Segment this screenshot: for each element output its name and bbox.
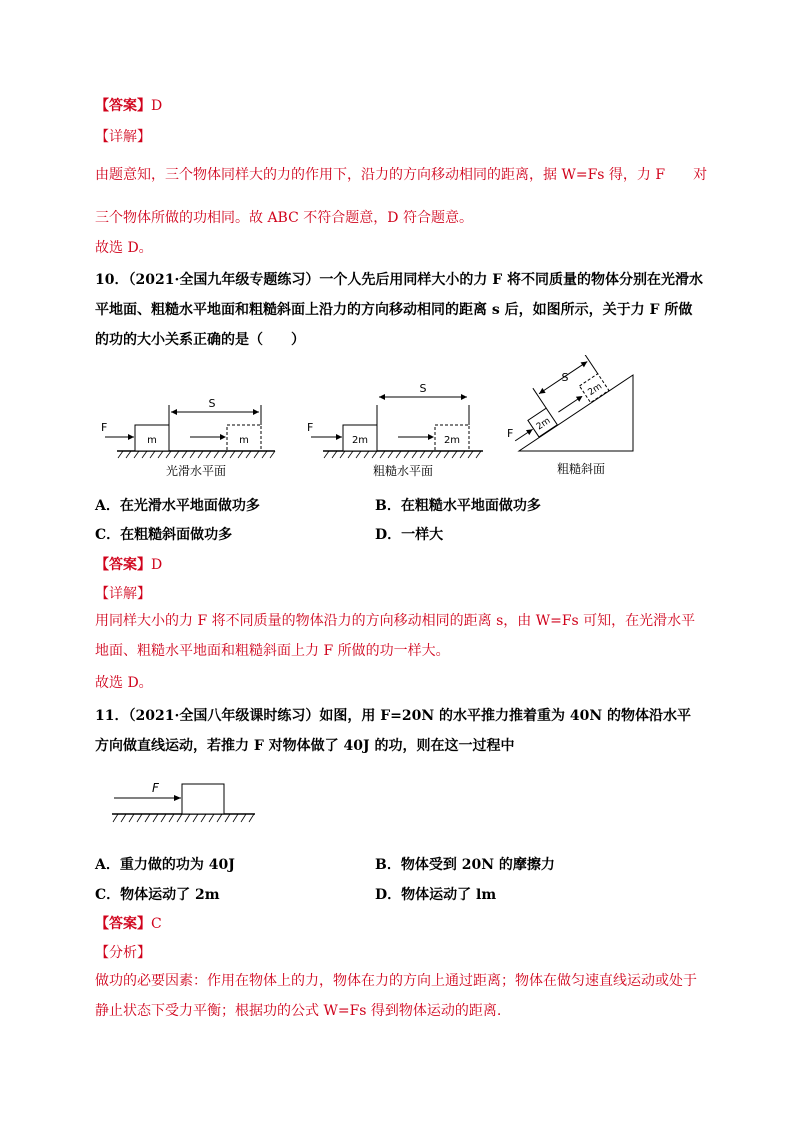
caption-slope: 粗糙斜面 <box>556 462 606 476</box>
block-2m-label: 2m <box>534 416 553 433</box>
q9-detail-tag: 【详解】 <box>95 129 151 145</box>
q10-option-d: D．一样大 <box>375 527 444 543</box>
force-label: F <box>152 781 159 795</box>
q11-analysis: 做功的必要因素：作用在物体上的力，物体在力的方向上通过距离；物体在做匀速直线运动或处于静止状态下受力平衡；根据功的公式 W=Fs 得到物体运动的距离. <box>95 973 697 1019</box>
distance-label: S <box>561 371 569 384</box>
q10-stem: 10．（2021·全国九年级专题练习）一个人先后用同样大小的力 F 将不同质量的物体分别在光滑水平地面、粗糙水平地面和粗糙斜面上沿力的方向移动相同的距离 s 后，如图所示，关于力 F 所做的功的大小关系正确的是（ ） <box>95 272 704 348</box>
caption-smooth: 光滑水平面 <box>165 464 227 478</box>
distance-label: S <box>419 382 427 395</box>
q9-answer-line <box>95 96 162 116</box>
force-label: F <box>307 421 314 434</box>
q11-option-b: B．物体受到 20N 的摩擦力 <box>375 857 555 873</box>
answer-tag: 【答案】 <box>95 557 151 573</box>
q11-analysis-tag: 【分析】 <box>95 945 151 961</box>
q10-option-c: C．在粗糙斜面做功多 <box>95 527 233 543</box>
panel-slope <box>496 355 633 476</box>
q10-conclusion: 故选 D。 <box>95 675 153 691</box>
block-2m-label: 2m <box>443 435 461 446</box>
panel-rough <box>307 382 483 478</box>
answer-tag: 【答案】 <box>95 916 151 932</box>
q11-option-c: C．物体运动了 2m <box>95 887 220 903</box>
panel-smooth <box>101 397 275 478</box>
force-label: F <box>507 427 514 440</box>
block-2m-label: 2m <box>586 381 605 399</box>
q9-explain-line1: 由题意知，三个物体同样大的力的作用下，沿力的方向移动相同的距离，据 W=Fs 得，力 F 对 <box>95 167 708 183</box>
answer-value: D <box>151 98 163 114</box>
distance-label: S <box>208 397 216 410</box>
q10-detail-tag: 【详解】 <box>95 586 151 602</box>
q10-option-a: A．在光滑水平地面做功多 <box>95 498 260 514</box>
block-m-label: m <box>147 435 157 446</box>
q10-option-b: B．在粗糙水平地面做功多 <box>375 498 541 514</box>
q10-answer-line <box>95 555 162 575</box>
block-2m-label: 2m <box>351 435 369 446</box>
q11-answer-line <box>95 914 162 934</box>
block-m-label: m <box>239 435 249 446</box>
q11-option-a: A．重力做的功为 40J <box>95 857 235 873</box>
q10-figure <box>95 355 655 485</box>
q9-explain-line2: 三个物体所做的功相同。故 ABC 不符合题意，D 符合题意。 <box>95 210 473 226</box>
q11-figure <box>110 778 260 833</box>
caption-rough: 粗糙水平面 <box>372 464 434 478</box>
q9-conclusion: 故选 D。 <box>95 240 153 256</box>
q11-option-d: D．物体运动了 lm <box>375 887 497 903</box>
q10-explain: 用同样大小的力 F 将不同质量的物体沿力的方向移动相同的距离 s，由 W=Fs 可知，在光滑水平地面、粗糙水平地面和粗糙斜面上力 F 所做的功一样大。 <box>95 613 696 659</box>
answer-value: D <box>151 557 163 573</box>
answer-tag: 【答案】 <box>95 98 151 114</box>
q11-stem: 11．（2021·全国八年级课时练习）如图，用 F=20N 的水平推力推着重为 40N 的物体沿水平方向做直线运动，若推力 F 对物体做了 40J 的功，则在这一过程中 <box>95 708 692 754</box>
force-label: F <box>101 421 108 434</box>
answer-value: C <box>151 916 162 932</box>
